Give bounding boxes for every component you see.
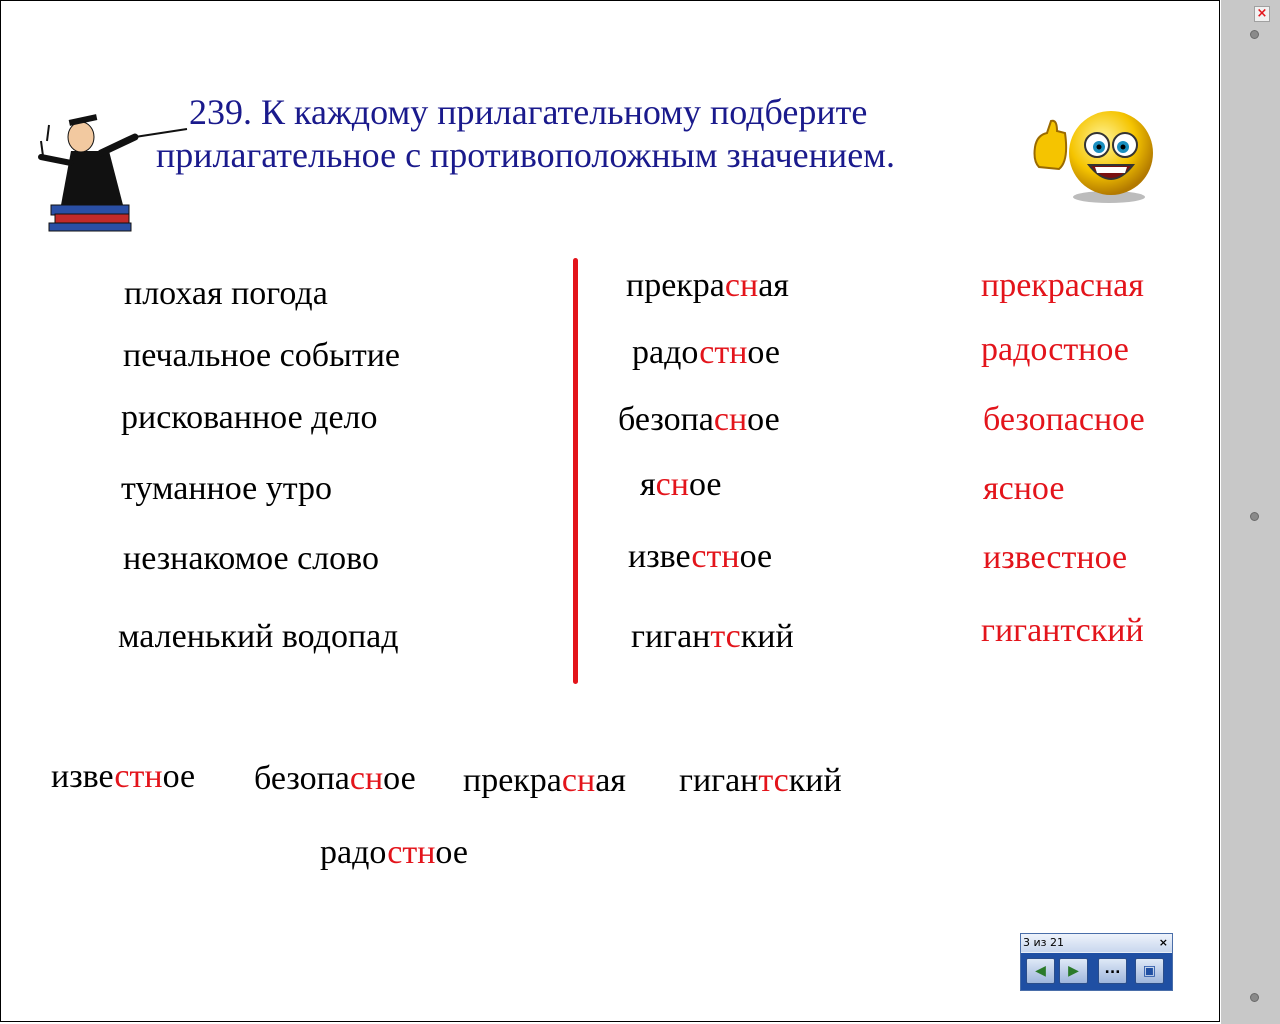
word-highlight: сн xyxy=(655,466,689,503)
middle-word-6[interactable] xyxy=(631,618,794,656)
answer-word-3: безопасное xyxy=(983,401,1145,438)
word-highlight: тс xyxy=(758,762,789,799)
title-line-1: 239. К каждому прилагательному подберите xyxy=(189,92,868,132)
slide-counter: 3 из 21 xyxy=(1023,936,1064,949)
word-part: ое xyxy=(162,758,196,795)
bank-word-1[interactable] xyxy=(51,758,195,796)
word-part: ая xyxy=(595,762,626,799)
arrow-right-icon: ▶ xyxy=(1068,963,1079,979)
word-part: радо xyxy=(632,334,700,371)
left-phrase-5: незнакомое слово xyxy=(123,540,379,577)
left-phrase-2: печальное событие xyxy=(123,337,400,374)
answer-word-1: прекрасная xyxy=(981,267,1144,304)
word-part: гиган xyxy=(679,762,759,799)
nav-close-button[interactable]: × xyxy=(1158,936,1168,949)
prev-slide-button[interactable] xyxy=(1026,958,1055,984)
nav-toolbar xyxy=(1021,953,1172,990)
fullscreen-icon: ▣ xyxy=(1142,963,1157,979)
more-button[interactable]: ... xyxy=(1098,958,1127,984)
word-highlight: сн xyxy=(561,762,596,799)
slide-navigation-panel xyxy=(1020,933,1173,991)
next-slide-button[interactable] xyxy=(1059,958,1088,984)
fullscreen-button[interactable] xyxy=(1135,958,1164,984)
word-highlight: стн xyxy=(699,334,748,371)
title-line-2: прилагательное с противоположным значением. xyxy=(156,135,895,175)
nav-header xyxy=(1021,934,1172,952)
word-part: ое xyxy=(747,334,780,371)
word-highlight: сн xyxy=(349,760,384,797)
word-highlight: стн xyxy=(387,834,436,871)
word-highlight: стн xyxy=(114,758,163,795)
middle-word-3[interactable] xyxy=(618,401,780,439)
left-phrase-3: рискованное дело xyxy=(121,399,378,436)
side-scroll-strip xyxy=(1221,0,1280,1024)
answer-word-5: известное xyxy=(983,539,1128,576)
word-part: изве xyxy=(628,538,692,575)
word-part: ое xyxy=(747,401,780,438)
word-part: я xyxy=(640,466,656,503)
middle-word-2[interactable] xyxy=(632,334,780,372)
word-part: безопа xyxy=(618,401,714,438)
word-part: кий xyxy=(788,762,842,799)
word-part: ое xyxy=(739,538,773,575)
word-part: кий xyxy=(740,618,794,655)
scroll-dot-top[interactable] xyxy=(1250,30,1259,39)
answer-word-6: гигантский xyxy=(981,612,1144,649)
answer-word-2: радостное xyxy=(981,331,1129,368)
divider-line xyxy=(573,258,578,684)
left-phrase-4: туманное утро xyxy=(121,470,333,507)
left-phrase-1: плохая погода xyxy=(124,275,328,312)
word-part: прекра xyxy=(463,762,562,799)
bank-word-5[interactable] xyxy=(320,834,468,872)
middle-word-4[interactable] xyxy=(640,466,721,504)
window-close-button[interactable]: × xyxy=(1254,6,1270,22)
scroll-dot-middle[interactable] xyxy=(1250,512,1259,521)
bank-word-2[interactable] xyxy=(254,760,416,798)
bank-word-4[interactable] xyxy=(679,762,842,800)
answer-word-4: ясное xyxy=(983,470,1065,507)
word-part: ое xyxy=(435,834,468,871)
word-part: ая xyxy=(758,267,789,304)
word-highlight: тс xyxy=(710,618,741,655)
scroll-dot-bottom[interactable] xyxy=(1250,993,1259,1002)
smiley-thumbs-up-icon xyxy=(1029,101,1161,205)
arrow-left-icon: ◀ xyxy=(1035,963,1046,979)
word-part: радо xyxy=(320,834,388,871)
word-part: ое xyxy=(688,466,722,503)
word-highlight: сн xyxy=(713,401,748,438)
middle-word-1[interactable] xyxy=(626,267,789,305)
word-part: ое xyxy=(383,760,416,797)
word-part: безопа xyxy=(254,760,350,797)
middle-word-5[interactable] xyxy=(628,538,772,576)
word-highlight: сн xyxy=(724,267,759,304)
word-part: прекра xyxy=(626,267,725,304)
left-phrase-6: маленький водопад xyxy=(118,618,399,655)
word-part: гиган xyxy=(631,618,711,655)
word-highlight: стн xyxy=(691,538,740,575)
bank-word-3[interactable] xyxy=(463,762,626,800)
word-part: изве xyxy=(51,758,115,795)
